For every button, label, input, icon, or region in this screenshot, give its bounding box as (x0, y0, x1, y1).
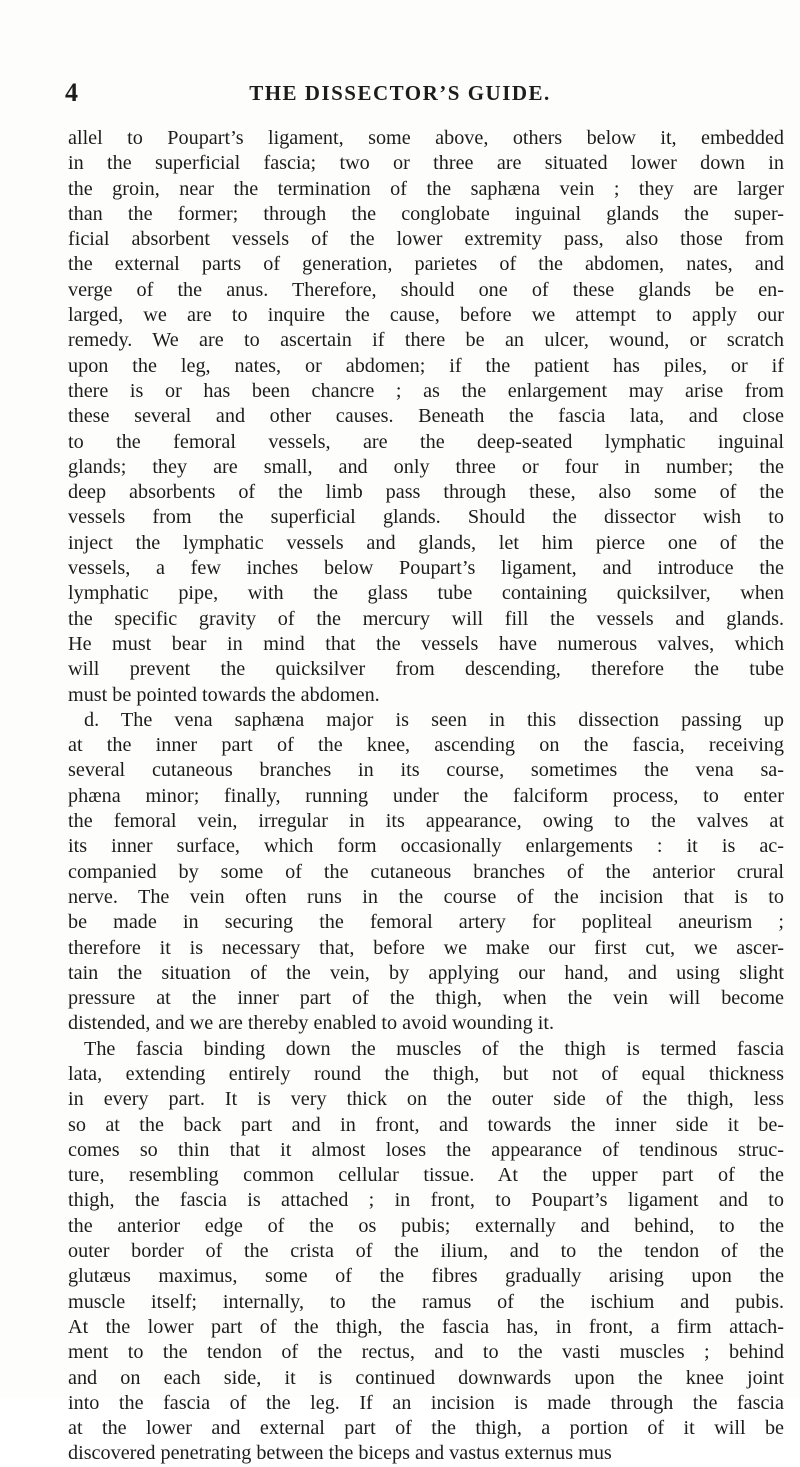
text-line: these several and other causes. Beneath the fascia lata, and close (68, 405, 784, 428)
text-line: must be pointed towards the abdomen. (68, 683, 380, 706)
text-line: vessels, a few inches below Poupart’s ligament, and introduce the (68, 557, 784, 580)
text-line: At the lower part of the thigh, the fascia has, in front, a firm attach- (68, 1315, 784, 1338)
text-line: the external parts of generation, parietes of the abdomen, nates, and (68, 253, 784, 276)
text-line: glutæus maximus, some of the fibres gradually arising upon the (68, 1265, 784, 1288)
text-line: will prevent the quicksilver from descending, therefore the tube (68, 658, 784, 681)
text-line: into the fascia of the leg. If an incision is made through the fascia (68, 1391, 784, 1414)
text-line: ment to the tendon of the rectus, and to the vasti muscles ; behind (68, 1341, 784, 1364)
text-line: d. The vena saphæna major is seen in this dissection passing up (84, 708, 784, 731)
text-line: inject the lymphatic vessels and glands, let him pierce one of the (68, 531, 784, 554)
text-line: allel to Poupart’s ligament, some above, others below it, embedded (68, 127, 784, 149)
text-line: deep absorbents of the limb pass through these, also some of the (68, 481, 784, 504)
text-line: thigh, the fascia is attached ; in front, to Poupart’s ligament and to (68, 1189, 784, 1212)
text-line: phæna minor; finally, running under the falciform process, to enter (68, 784, 784, 807)
text-line: lata, extending entirely round the thigh, but not of equal thickness (68, 1062, 784, 1085)
text-line: glands; they are small, and only three or four in number; the (68, 455, 784, 478)
text-line: larged, we are to inquire the cause, before we attempt to apply our (68, 304, 784, 327)
text-line: discovered penetrating between the biceps and vastus externus mus (68, 1442, 612, 1465)
text-line: the groin, near the termination of the saphæna vein ; they are larger (68, 177, 784, 200)
text-line: be made in securing the femoral artery for popliteal aneurism ; (68, 911, 784, 934)
text-line: companied by some of the cutaneous branches of the anterior crural (68, 860, 784, 883)
text-line: there is or has been chancre ; as the enlargement may arise from (68, 379, 784, 402)
text-line: the anterior edge of the os pubis; externally and behind, to the (68, 1214, 784, 1237)
text-line: in the superficial fascia; two or three are situated lower down in (68, 152, 784, 175)
text-line: upon the leg, nates, or abdomen; if the patient has piles, or if (68, 354, 784, 377)
text-line: distended, and we are thereby enabled to avoid wounding it. (68, 1012, 555, 1035)
text-line: The fascia binding down the muscles of the thigh is termed fascia (84, 1037, 784, 1060)
text-line: ficial absorbent vessels of the lower extremity pass, also those from (68, 228, 784, 251)
text-line: than the former; through the conglobate inguinal glands the super- (68, 202, 784, 225)
text-line: and on each side, it is continued downwards upon the knee joint (68, 1366, 784, 1389)
text-line: verge of the anus. Therefore, should one of these glands be en- (68, 278, 784, 301)
text-line: the femoral vein, irregular in its appearance, owing to the valves at (68, 810, 784, 833)
text-line: muscle itself; internally, to the ramus of the ischium and pubis. (68, 1290, 784, 1313)
text-line: therefore it is necessary that, before we make our first cut, we ascer- (68, 936, 784, 959)
text-line: to the femoral vessels, are the deep-seated lymphatic inguinal (68, 430, 784, 453)
text-line: lymphatic pipe, with the glass tube containing quicksilver, when (68, 582, 784, 605)
text-line: remedy. We are to ascertain if there be an ulcer, wound, or scratch (68, 329, 784, 352)
text-line: at the lower and external part of the thigh, a portion of it will be (68, 1417, 784, 1440)
body-text (68, 126, 784, 1467)
text-line: the specific gravity of the mercury will fill the vessels and glands. (68, 607, 784, 630)
text-line: pressure at the inner part of the thigh, when the vein will become (68, 987, 784, 1010)
running-head: THE DISSECTOR’S GUIDE. (249, 81, 551, 105)
text-line: nerve. The vein often runs in the course of the incision that is to (68, 885, 784, 908)
text-line: He must bear in mind that the vessels have numerous valves, which (68, 632, 784, 655)
text-line: at the inner part of the knee, ascending on the fascia, receiving (68, 734, 784, 757)
text-line: so at the back part and in front, and towards the inner side it be- (68, 1113, 784, 1136)
text-line: tain the situation of the vein, by applying our hand, and using slight (68, 961, 784, 984)
text-line: several cutaneous branches in its course, sometimes the vena sa- (68, 759, 784, 782)
text-line: vessels from the superficial glands. Should the dissector wish to (68, 506, 784, 529)
page-number: 4 (65, 78, 78, 107)
text-line: comes so thin that it almost loses the appearance of tendinous struc- (68, 1138, 784, 1161)
text-line: ture, resembling common cellular tissue. At the upper part of the (68, 1164, 784, 1187)
text-line: its inner surface, which form occasionally enlargements : it is ac- (68, 835, 784, 858)
page-header (0, 78, 800, 108)
text-line: outer border of the crista of the ilium, and to the tendon of the (68, 1240, 784, 1263)
text-line: in every part. It is very thick on the outer side of the thigh, less (68, 1088, 784, 1111)
